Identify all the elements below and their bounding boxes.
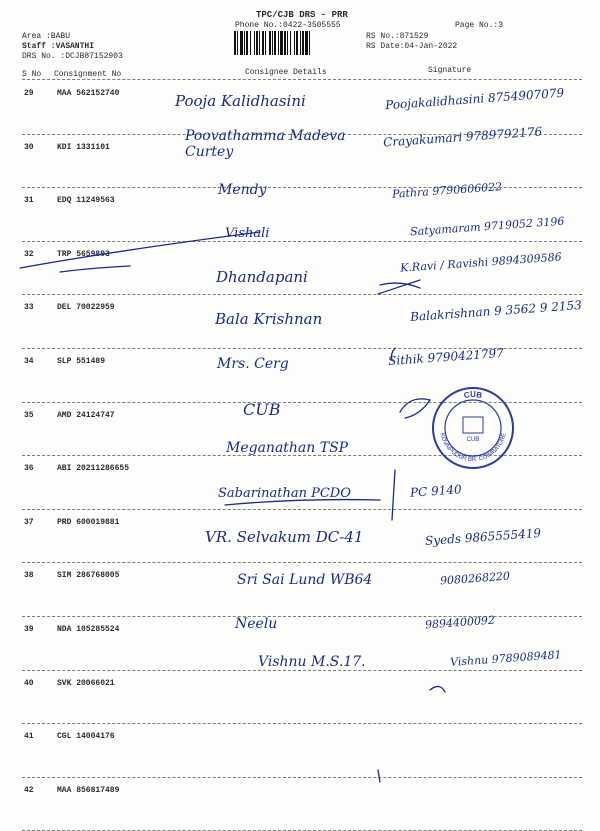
row-consignment-no: NDA 105285524 bbox=[57, 625, 120, 634]
table-row bbox=[0, 188, 600, 240]
document-title: TPC/CJB DRS - PRR bbox=[256, 10, 348, 20]
row-consignment-no: DEL 70022959 bbox=[57, 303, 115, 313]
row-consignment-no: EDQ 11249563 bbox=[57, 196, 115, 206]
row-sno: 33 bbox=[24, 303, 34, 313]
row-sno: 35 bbox=[24, 410, 34, 420]
stamp-top-text: CUB bbox=[463, 390, 483, 401]
consignee-handwriting: Vishnu M.S.17. bbox=[258, 654, 366, 670]
row-consignment-no: MAA 562152740 bbox=[57, 89, 120, 98]
signature-handwriting: K.Ravi / Ravishi 9894309586 bbox=[399, 250, 563, 275]
row-sno: 32 bbox=[24, 249, 34, 259]
barcode-image bbox=[234, 31, 361, 55]
row-consignment-no: CGL 14004176 bbox=[57, 732, 115, 742]
column-signature: Signature bbox=[428, 66, 472, 75]
consignee-handwriting: Pooja Kalidhasini bbox=[175, 92, 306, 110]
consignee-handwriting: Meganathan TSP bbox=[226, 440, 349, 456]
row-sno: 39 bbox=[24, 625, 34, 634]
signature-handwriting: Syeds 9865555419 bbox=[424, 525, 542, 549]
table-row bbox=[0, 778, 600, 830]
signature-handwriting: Pathra 9790606022 bbox=[391, 180, 503, 201]
consignee-handwriting: Neelu bbox=[235, 616, 278, 632]
column-sno: S No bbox=[22, 70, 42, 79]
row-consignment-no: PRD 600019881 bbox=[57, 517, 120, 527]
consignee-handwriting: Sabarinathan PCDO bbox=[218, 486, 351, 501]
table-row bbox=[0, 724, 600, 776]
signature-handwriting: Poojakalidhasini 8754907079 bbox=[384, 85, 565, 113]
column-consignee: Consignee Details bbox=[245, 68, 327, 77]
row-sno: 36 bbox=[24, 464, 34, 474]
row-consignment-no: ABI 20211286655 bbox=[57, 464, 130, 474]
consignee-handwriting: Vishali bbox=[225, 226, 270, 241]
row-consignment-no: SVK 20066021 bbox=[57, 678, 115, 688]
consignee-handwriting: CUB bbox=[243, 400, 281, 419]
signature-handwriting: 9894400092 bbox=[424, 613, 496, 632]
page-number: Page No.:3 bbox=[455, 21, 504, 30]
row-consignment-no: SIM 286768005 bbox=[57, 571, 120, 581]
row-sno: 30 bbox=[24, 142, 34, 152]
consignee-handwriting: Dhandapani bbox=[216, 268, 308, 286]
row-sno: 38 bbox=[24, 571, 34, 581]
stamp-center-text: CUB bbox=[466, 437, 480, 443]
row-consignment-no: AMD 24124747 bbox=[57, 410, 115, 420]
row-sno: 42 bbox=[24, 785, 34, 795]
consignee-handwriting: Mendy bbox=[218, 182, 267, 198]
area-label: Area :BABU bbox=[22, 32, 71, 41]
consignee-handwriting: Poovathamma Madeva Curtey bbox=[185, 128, 346, 160]
row-sno: 40 bbox=[24, 678, 34, 688]
table-row bbox=[0, 671, 600, 723]
row-consignment-no: TRP 5659803 bbox=[57, 249, 110, 259]
signature-handwriting: 9080268220 bbox=[439, 569, 511, 588]
svg-text:CUB bbox=[463, 390, 483, 400]
signature-handwriting: PC 9140 bbox=[409, 482, 463, 500]
consignee-handwriting: VR. Selvakum DC-41 bbox=[205, 528, 364, 546]
row-sno: 31 bbox=[24, 196, 34, 206]
branch-stamp bbox=[430, 385, 516, 471]
rs-number: RS No.:871529 bbox=[366, 32, 429, 41]
drs-number: DRS No. :DCJB87152903 bbox=[22, 52, 123, 61]
staff-label: Staff :VASANTHI bbox=[22, 42, 95, 51]
header-divider bbox=[22, 79, 582, 80]
stamp-bottom-text: KOVAIPUDUR BR. COIMBATORE bbox=[438, 432, 508, 464]
row-sno: 29 bbox=[24, 89, 34, 98]
signature-handwriting: Crayakumari 9789792176 bbox=[382, 124, 543, 150]
consignee-handwriting: Mrs. Cerg bbox=[217, 356, 289, 372]
row-consignment-no: SLP 551489 bbox=[57, 357, 106, 366]
phone-number: Phone No.:0422-3505555 bbox=[235, 21, 341, 30]
column-consignment: Consignment No bbox=[54, 70, 122, 79]
row-consignment-no: MAA 856817489 bbox=[57, 785, 120, 795]
signature-handwriting: Balakrishnan 9 3562 9 2153 bbox=[409, 298, 583, 324]
row-sno: 34 bbox=[24, 357, 34, 366]
row-sno: 41 bbox=[24, 732, 34, 742]
consignee-handwriting: Bala Krishnan bbox=[215, 310, 323, 328]
signature-handwriting: Vishnu 9789089481 bbox=[449, 648, 562, 669]
consignee-handwriting: Sri Sai Lund WB64 bbox=[237, 572, 373, 588]
row-sno: 37 bbox=[24, 517, 34, 527]
rs-date: RS Date:04-Jan-2022 bbox=[366, 42, 458, 51]
row-consignment-no: KDI 1331101 bbox=[57, 142, 110, 152]
signature-handwriting: Sithik 9790421797 bbox=[387, 345, 505, 369]
signature-handwriting: Satyamaram 9719052 3196 bbox=[409, 214, 565, 239]
